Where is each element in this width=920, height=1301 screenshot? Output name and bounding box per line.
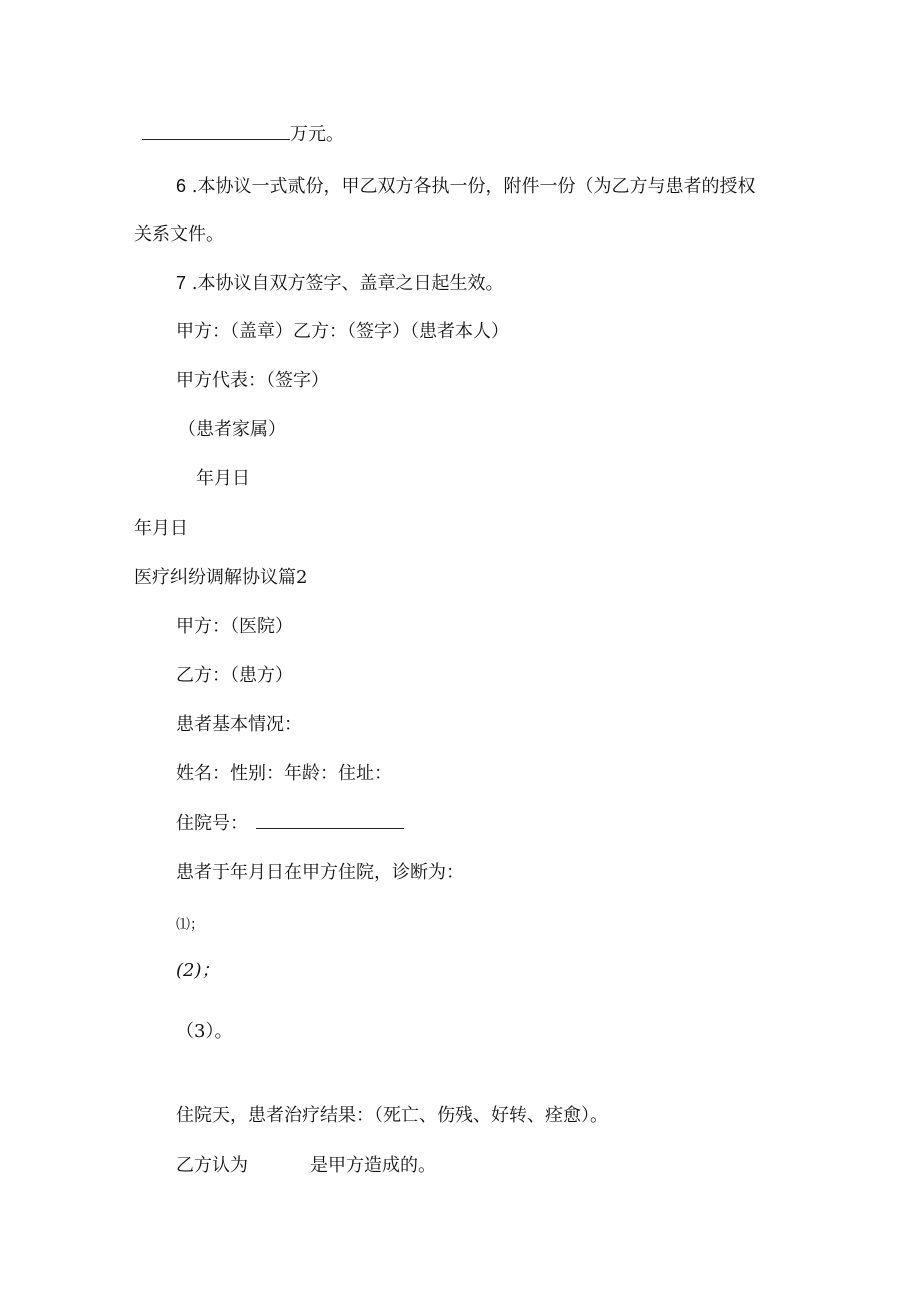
party-a-representative: 甲方代表：（签字） — [176, 370, 329, 391]
admission-number-label: 住院号： — [176, 813, 248, 834]
clause-6-number: 6 — [176, 176, 187, 196]
diagnosis-item-2: (2)； — [176, 960, 220, 981]
patient-info-fields: 姓名：性别：年龄：住址： — [176, 763, 392, 784]
date-line-1: 年月日 — [196, 468, 250, 489]
party-b-claim-prefix: 乙方认为 — [176, 1155, 248, 1176]
section-title: 医疗纠纷调解协议篇2 — [134, 567, 308, 588]
admission-number-blank — [256, 814, 404, 829]
amount-line — [142, 124, 344, 146]
signature-parties-line: 甲方：（盖章）乙方：（签字）（患者本人） — [176, 321, 509, 342]
party-b-patient: 乙方：（患方） — [176, 665, 293, 686]
clause-6-text: .本协议一式贰份，甲乙双方各执一份，附件一份（为乙方与患者的授权 — [191, 176, 756, 197]
amount-unit: 万元。 — [290, 124, 344, 145]
clause-7-text: .本协议自双方签字、盖章之日起生效。 — [191, 273, 504, 294]
clause-7-line — [176, 272, 503, 295]
date-line-2: 年月日 — [134, 518, 188, 539]
party-a-hospital: 甲方：（医院） — [176, 616, 293, 637]
amount-blank — [142, 125, 290, 140]
diagnosis-intro: 患者于年月日在甲方住院，诊断为： — [176, 862, 464, 883]
clause-6-line-2: 关系文件。 — [134, 224, 224, 245]
treatment-result: 住院天，患者治疗结果：（死亡、伤残、好转、痊愈）。 — [176, 1105, 608, 1126]
clause-7-number: 7 — [176, 273, 187, 293]
patient-family: （患者家属） — [178, 419, 286, 440]
clause-6-line-1 — [176, 175, 755, 198]
patient-info-heading: 患者基本情况： — [176, 714, 302, 735]
diagnosis-item-3: （3）。 — [176, 1021, 233, 1042]
admission-number-line — [176, 813, 404, 835]
party-b-claim-suffix: 是甲方造成的。 — [310, 1155, 436, 1176]
party-b-claim-line — [176, 1155, 436, 1177]
diagnosis-item-1: ⑴； — [176, 917, 204, 933]
